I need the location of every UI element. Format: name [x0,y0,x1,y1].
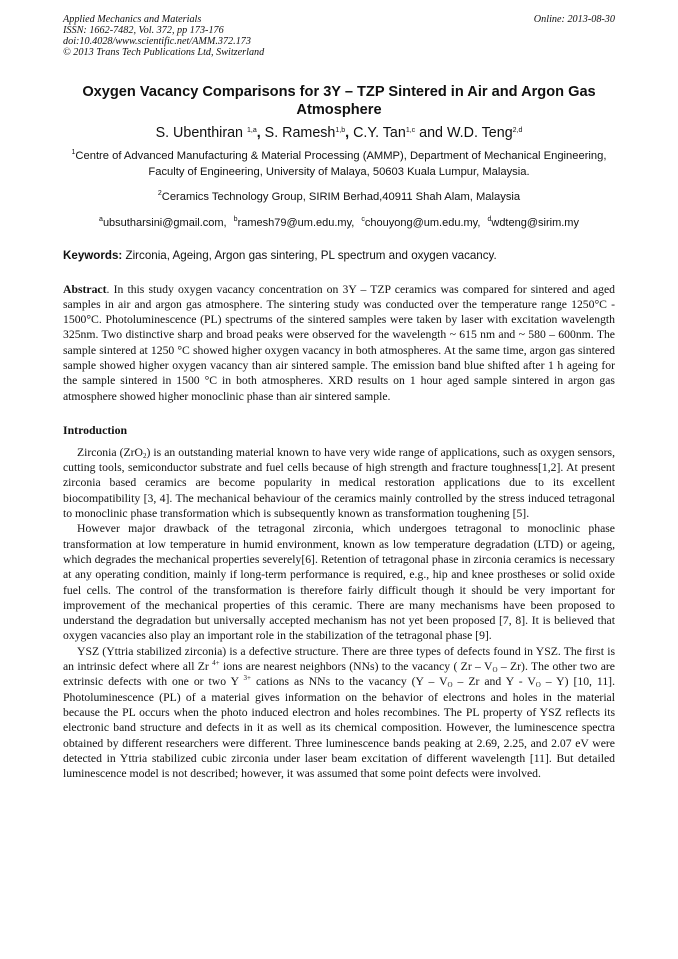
email-b-text: ramesh79@um.edu.my, [237,216,355,229]
online-date: Online: 2013-08-30 [533,14,615,25]
doi-line: doi:10.4028/www.scientific.net/AMM.372.173 [63,36,251,47]
email-a [99,217,227,229]
author-4: W.D. Teng [446,125,513,141]
p3-sub-1: O [492,666,498,675]
p1-text-b: ) is an outstanding material known to have very wide range of applications, such as oxygen sensors, cutting tools, semiconductor substrate and fuel cells because of high strength and fracture toughness[1,2]. At present zirconia based ceramics are become popularity in medical restoration applications due to its excellent biocompatibility [3, 4]. The mechanical behaviour of the ceramics mainly controlled by the stress induced tetragonal to monoclinic phase transformation which is subsequently known as transformation toughening [5]. [63,445,615,521]
author-2-sup: 1,b [335,127,346,134]
email-b-sup: b [233,215,238,223]
copyright-line: © 2013 Trans Tech Publications Ltd, Switzerland [63,47,265,58]
p3-text-f: – Y) [10, 11]. Photoluminescence (PL) of a material gives information on the behavior of electrons and holes in the material because the PL occurs when the photo induced electron and holes recombines. The PL property of YSZ reflects its electronic band structure and defects in it as well as its chemical composition. However, the luminescence spectra obtained by different researchers were different. Three luminescence bands peaking at 2.69, 2.25, and 2.07 eV were detected in Yttria stabilized cubic zirconia under laser beam excitation of different wavelength [11]. But detailed luminescence model is not described; however, it was assumed that some point defects were involved. [63,675,615,781]
affiliation-2-num: 2 [157,190,162,197]
intro-paragraph-3 [63,644,615,782]
p3-text-a: YSZ (Yttria stabilized zirconia) is a defective structure. There are three types of defects found in YSZ. The first is an intrinsic defect where all Zr [63,644,615,674]
p1-text-a: Zirconia (ZrO [77,445,143,459]
email-a-text: ubsutharsini@gmail.com, [102,216,227,229]
intro-paragraph-2: However major drawback of the tetragonal zirconia, which undergoes tetragonal to monoclinic phase transformation at low temperature in humid environment, known as low temperature degradation (LTD) or ageing, which degrades the mechanical properties severely[6]. Retention of tetragonal phase in zirconia ceramics is necessary at any operating condition, mainly if long-term performance is required, e.g., hip and knee prostheses or solid oxide fuel cells. The control of the transformation is therefore fairly difficult though it should be very important for improvement of the mechanical properties of this ceramic. There are many mechanisms have been proposed to understand the degradation but universally accepted mechanism has not yet been proposed [7, 8]. It is believed that oxygen vacancies also play an important role in the stabilization of the tetragonal phase [9]. [63,522,615,643]
p3-sup-1: 4+ [212,659,220,668]
affiliation-1-num: 1 [71,149,76,156]
abstract-text: . In this study oxygen vacancy concentration on 3Y – TZP ceramics was compared for sintered and aged samples in air and argon gas atmosphere. The sintering study was conducted over the temperature range 1250°C - 1500°C. Photoluminescence (PL) spectrums of the sintered samples were taken by laser with excitation wavelength 325nm. Two distinctive sharp and broad peaks were observed for the wavelength ~ 615 nm and ~ 580 – 600nm. The sample sintered at 1250 °C showed higher oxygen vacancy in both atmospheres. At the same time, argon gas sintered sample showed higher oxygen vacancy than air sintered sample. The emission band blue shifted after 1 h ageing for the sample sintered in 1500 °C in both atmospheres. XRD results on 1 hour aged sample sintered in argon gas atmosphere showed higher monoclinic phase than air sintered sample. [63,282,615,403]
author-sep: , [345,125,354,141]
email-c-sup: c [361,215,365,223]
keywords-label: Keywords: [63,248,123,262]
keywords-text: Zirconia, Ageing, Argon gas sintering, PL spectrum and oxygen vacancy. [122,248,497,262]
author-sep: , [256,125,265,141]
email-d-text: wdteng@sirim.my [491,216,579,229]
email-c-text: chouyong@um.edu.my, [364,216,481,229]
author-4-sup: 2,d [512,127,523,134]
author-1-sup: 1,a [246,127,257,134]
p3-sup-2: 3+ [243,674,251,683]
author-2: S. Ramesh [264,125,336,141]
journal-name: Applied Mechanics and Materials [63,14,202,25]
intro-paragraph-1 [63,445,615,521]
email-d [487,217,578,229]
p3-text-c: – Zr). The other two are extrinsic defects with one or two Y [63,660,615,689]
p3-sub-3: O [535,681,541,690]
email-d-sup: d [487,215,492,223]
email-list [63,216,615,231]
affiliation-2 [63,190,615,206]
issn-line: ISSN: 1662-7482, Vol. 372, pp 173-176 [63,25,224,36]
abstract [63,282,615,404]
author-3: C.Y. Tan [353,125,406,141]
p1-subscript: 2 [142,451,147,460]
affiliation-1 [63,149,615,180]
p3-text-e: – Zr and Y - V [452,675,536,689]
author-1: S. Ubenthiran [155,125,247,141]
affiliation-1-text: Centre of Advanced Manufacturing & Material Processing (AMMP), Department of Mechanical Engineering, Faculty of Engineering, University of Malaya, 50603 Kuala Lumpur, Malaysia. [75,150,607,178]
affiliation-2-text: Ceramics Technology Group, SIRIM Berhad,40911 Shah Alam, Malaysia [161,191,521,203]
author-sep: and [415,125,447,141]
journal-header [63,14,615,58]
email-a-sup: a [99,215,103,223]
author-list [63,124,615,142]
email-b [234,217,355,229]
p3-text-b: ions are nearest neighbors (NNs) to the vacancy ( Zr – V [219,660,493,674]
email-c [361,217,480,229]
p3-sub-2: O [447,681,453,690]
abstract-label: Abstract [63,282,107,296]
p3-text-d: cations as NNs to the vacancy (Y – V [251,675,448,689]
introduction-heading: Introduction [63,422,128,437]
keywords [63,248,615,263]
paper-title: Oxygen Vacancy Comparisons for 3Y – TZP Sintered in Air and Argon Gas Atmosphere [82,84,596,118]
author-3-sup: 1,c [405,127,416,134]
paper-page [63,14,615,781]
